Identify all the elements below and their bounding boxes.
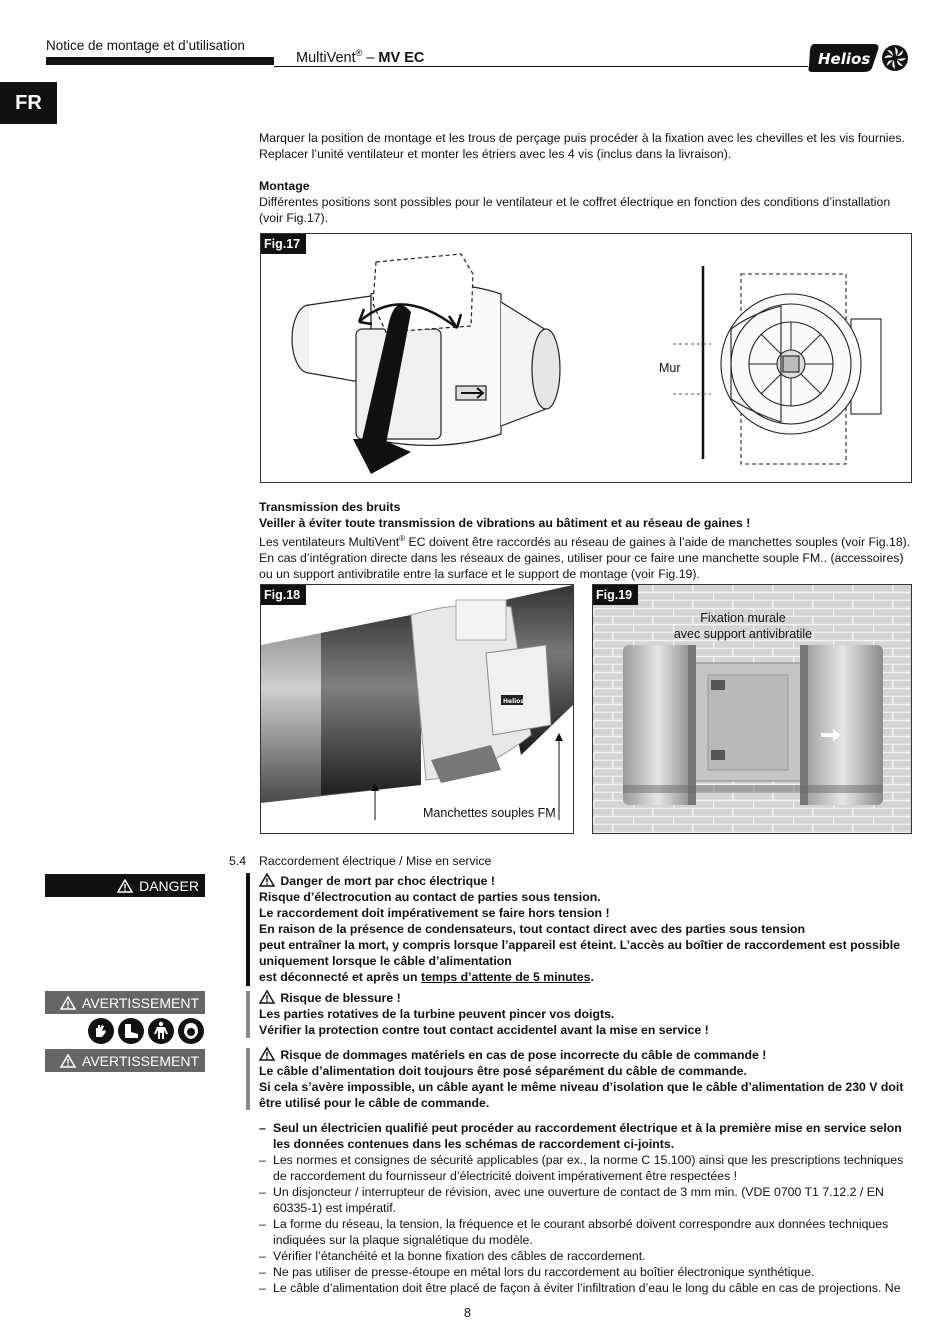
svg-text:Helios: Helios — [818, 50, 871, 68]
sleeves-caption: Manchettes souples FM — [423, 806, 556, 820]
warning-triangle-icon — [259, 873, 277, 887]
section-title: Raccordement électrique / Mise en service — [259, 854, 492, 868]
warning-triangle-icon — [117, 879, 133, 893]
hair-net-icon — [178, 1018, 204, 1044]
noise-title: Transmission des bruits — [259, 500, 401, 514]
page-number: 8 — [464, 1306, 471, 1320]
warning-bar — [246, 991, 250, 1038]
list-item: – Un disjoncteur / interrupteur de révision, avec une ouverture de contact de 3 mm min. (VDE 0700 T1 7.12.2 / EN 60335-1) est impératif. — [259, 1185, 884, 1215]
warning-triangle-icon — [259, 1047, 277, 1061]
list-item: – Vérifier l’étanchéité et la bonne fixation des câbles de raccordement. — [259, 1249, 646, 1263]
list-item: – Seul un électricien qualifié peut procéder au raccordement électrique et à la première mise en service selon les données contenues dans les schémas de raccordement ci-joints. — [259, 1121, 902, 1151]
document-type: Notice de montage et d’utilisation — [46, 38, 245, 53]
warning-badge: AVERTISSEMENT — [45, 991, 205, 1014]
warning-bar — [246, 1048, 250, 1110]
figure-label: Fig.18 — [261, 585, 306, 605]
figure-label: Fig.17 — [261, 234, 306, 254]
list-item: – Les normes et consignes de sécurité applicables (par ex., la norme C 15.100) ainsi que les prescriptions techniques de raccordement du fournisseur d’électricité doivent impérativement être respectées ! — [259, 1153, 904, 1183]
montage-title: Montage — [259, 179, 310, 193]
danger-bar — [246, 873, 250, 986]
list-item: – La forme du réseau, la tension, la fréquence et le courant absorbé doivent correspondre aux données techniques indiquées sur la plaque signalétique du modèle. — [259, 1217, 889, 1247]
protective-suit-icon — [148, 1018, 174, 1044]
danger-badge: DANGER — [45, 874, 205, 897]
svg-text:Helios: Helios — [503, 698, 524, 705]
figure-19 — [592, 584, 912, 834]
warning-triangle-icon — [60, 1054, 76, 1068]
fan-with-flexible-sleeves — [261, 585, 573, 833]
warning-badge: AVERTISSEMENT — [45, 1049, 205, 1072]
figure-label: Fig.19 — [593, 585, 638, 605]
warning-triangle-icon — [259, 990, 277, 1004]
header-rule — [274, 66, 808, 67]
intro-paragraph: Marquer la position de montage et les trous de perçage puis procéder à la fixation avec les chevilles et les vis fournies. Replacer l’unité ventilateur et monter les étriers avec les 4 vis (inclus dans la livraison). — [259, 131, 905, 161]
wall-label: Mur — [659, 361, 681, 375]
montage-text: Différentes positions sont possibles pour le ventilateur et le coffret électrique en fonction des conditions d’installation (voir Fig.17). — [259, 195, 891, 225]
ppe-icons — [87, 1017, 205, 1045]
warning1-block: Risque de blessure ! Les parties rotatives de la turbine peuvent pincer vos doigts. Vérifier la protection contre tout contact accidentel avant la mise en service ! — [259, 991, 709, 1037]
noise-text: Les ventilateurs MultiVent® EC doivent être raccordés au réseau de gaines à l’aide de manchettes souples (voir Fig.18). En cas d’intégration directe dans les réseaux de gaines, utiliser pour ce faire une manchette souple FM.. (accessoires) ou un support antivibratile entre la surface et le support de montage (voir Fig.19). — [259, 534, 911, 582]
section-number: 5.4 — [229, 854, 247, 868]
danger-block: Danger de mort par choc électrique ! Risque d’électrocution au contact de parties sous tension. Le raccordement doit impérativement se faire hors tension ! En raison de la présence de condensateurs, tout contact direct avec des parties sous tension peut entraîner la mort, y compris lorsque l’appareil est éteint. L’accès au boîtier de raccordement est possible uniquement lorsque le câble d’alimentation est déconnecté et après un temps d’attente de 5 minutes. — [259, 874, 901, 984]
warning-triangle-icon — [60, 996, 76, 1010]
header-bar — [46, 57, 274, 65]
warning2-block: Risque de dommages matériels en cas de pose incorrecte du câble de commande ! Le câble d’alimentation doit toujours être posé séparément du câble de commande. Si cela s’avère impossible, un câble ayant le même niveau d’isolation que le câble d’alimentation de 230 V doit être utilisé pour le câble de commande. — [259, 1048, 904, 1110]
noise-warning: Veiller à éviter toute transmission de vibrations au bâtiment et au réseau de gaines ! — [259, 516, 751, 530]
list-item: – Le câble d’alimentation doit être placé de façon à éviter l’infiltration d’eau le long du câble en cas de projections. Ne — [259, 1281, 901, 1295]
fan-rotation-diagram — [261, 234, 911, 482]
figure-18 — [260, 584, 574, 834]
figure-17 — [260, 233, 912, 483]
gloves-icon — [88, 1018, 114, 1044]
list-item: – Ne pas utiliser de presse-étoupe en métal lors du raccordement au boîtier électronique synthétique. — [259, 1265, 815, 1279]
product-title: MultiVent® – MV EC — [296, 48, 425, 66]
wall-mount-caption: Fixation murale avec support antivibratile — [673, 611, 813, 641]
safety-boots-icon — [118, 1018, 144, 1044]
language-tab: FR — [0, 82, 57, 124]
helios-logo — [808, 42, 912, 74]
